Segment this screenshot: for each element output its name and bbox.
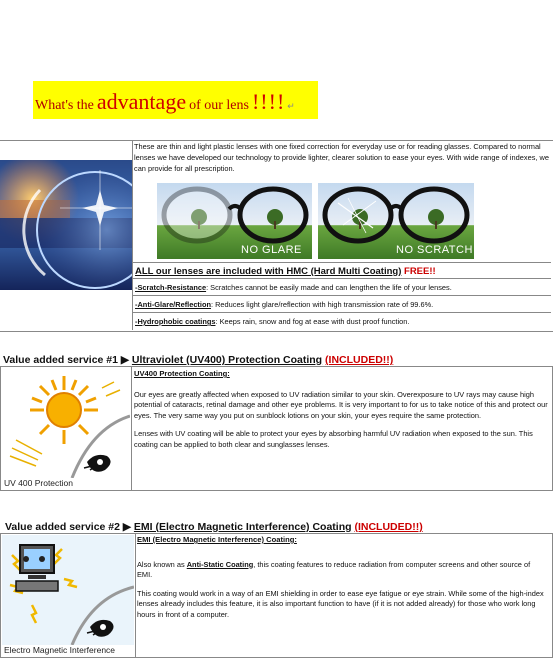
headline-part2: advantage bbox=[96, 89, 187, 114]
return-mark-icon: ↵ bbox=[287, 101, 295, 111]
headline-part3: of our lens bbox=[189, 98, 249, 113]
computer-icon bbox=[2, 535, 134, 645]
feature-row bbox=[133, 279, 551, 296]
feature-desc: : Keeps rain, snow and fog at ease with dust proof function. bbox=[215, 317, 410, 326]
lens-photo bbox=[0, 160, 132, 290]
emi-heading: EMI (Electro Magnetic Interference) Coating: bbox=[137, 535, 297, 544]
headline-part1: What's the bbox=[35, 98, 94, 113]
photo-label-no-scratch: NO SCRATCH bbox=[396, 244, 473, 256]
emi-illustration bbox=[2, 535, 134, 657]
headline-exclaim: !!!! bbox=[251, 89, 286, 114]
service2-included-badge: (INCLUDED!!) bbox=[354, 521, 423, 533]
emi-para1-term: Anti-Static Coating bbox=[186, 559, 254, 569]
feature-row bbox=[133, 296, 551, 313]
feature-name: -Anti-Glare/Reflection bbox=[135, 300, 211, 309]
emi-para1-pre: Also known as bbox=[137, 559, 185, 569]
service1-prefix: Value added service #1 ▶ bbox=[3, 354, 129, 366]
divider bbox=[131, 366, 132, 491]
emi-caption: Electro Magnetic Interference bbox=[4, 645, 116, 655]
uv-paragraph-1: Our eyes are greatly affected when exposed to UV radiation similar to your skin. Overexposure to UV rays may cause high potential of cataracts, retinal damage and other eye problems. It is very important to for us to take notice of this and protect our eyes. The very same way you put on sunblock lotions on your skin, your eyes require the same protection. bbox=[134, 389, 548, 420]
service1-included-badge: (INCLUDED!!) bbox=[325, 354, 394, 366]
divider bbox=[135, 533, 136, 658]
sun-icon bbox=[2, 368, 130, 478]
service1-title bbox=[3, 354, 393, 366]
feature-row bbox=[133, 313, 551, 330]
service2-name: EMI (Electro Magnetic Interference) Coating bbox=[133, 521, 352, 533]
glare-comparison-photo bbox=[157, 183, 312, 259]
emi-para1-post: , this coating features to reduce radiation from computer screens and other source of EMI. bbox=[137, 559, 531, 580]
feature-desc: : Scratches cannot be easily made and can lengthen the life of your lenses. bbox=[206, 283, 452, 292]
service2-prefix: Value added service #2 ▶ bbox=[5, 521, 131, 533]
uv-caption: UV 400 Protection bbox=[4, 478, 73, 488]
feature-name: -Hydrophobic coatings bbox=[135, 317, 216, 326]
uv-description bbox=[134, 369, 548, 459]
hmc-label: ALL our lenses are included with HMC (Hard Multi Coating) bbox=[135, 266, 402, 277]
hmc-free-badge: FREE!! bbox=[404, 266, 436, 277]
lens-intro: These are thin and light plastic lenses with one fixed correction for everyday use or for reading glasses. Compared to normal lenses we have developed our technology to provide lighter, clearer solution to ease your eyes. With wide range of indexes, we can provide for all prescription. bbox=[134, 142, 549, 173]
photo-label-no-glare: NO GLARE bbox=[241, 244, 302, 256]
headline-banner bbox=[33, 81, 318, 119]
emi-paragraph-2: This coating would work in a way of an EMI shielding in order to ease eye fatigue or eye strain. While some of the high-index lenses already includes this feature, it is also important function to have (if it is not added already) for those who work long hours in front of a computer. bbox=[137, 588, 544, 619]
scratch-comparison-photo bbox=[318, 183, 474, 259]
uv-paragraph-2: Lenses with UV coating will be able to protect your eyes by absorbing harmful UV radiation when exposed to the sun. This coating can be applied to both clear and sunglasses lenses. bbox=[134, 429, 533, 449]
emi-description bbox=[137, 535, 547, 629]
service1-name: Ultraviolet (UV400) Protection Coating bbox=[131, 354, 323, 366]
hmc-banner bbox=[133, 262, 551, 279]
emi-paragraph-1 bbox=[137, 560, 547, 581]
feature-desc: : Reduces light glare/reflection with high transmission rate of 99.6%. bbox=[210, 300, 434, 309]
uv-heading: UV400 Protection Coating: bbox=[134, 369, 230, 378]
uv-illustration bbox=[2, 368, 130, 490]
feature-name: -Scratch-Resistance bbox=[135, 283, 207, 292]
service2-title bbox=[5, 521, 423, 533]
